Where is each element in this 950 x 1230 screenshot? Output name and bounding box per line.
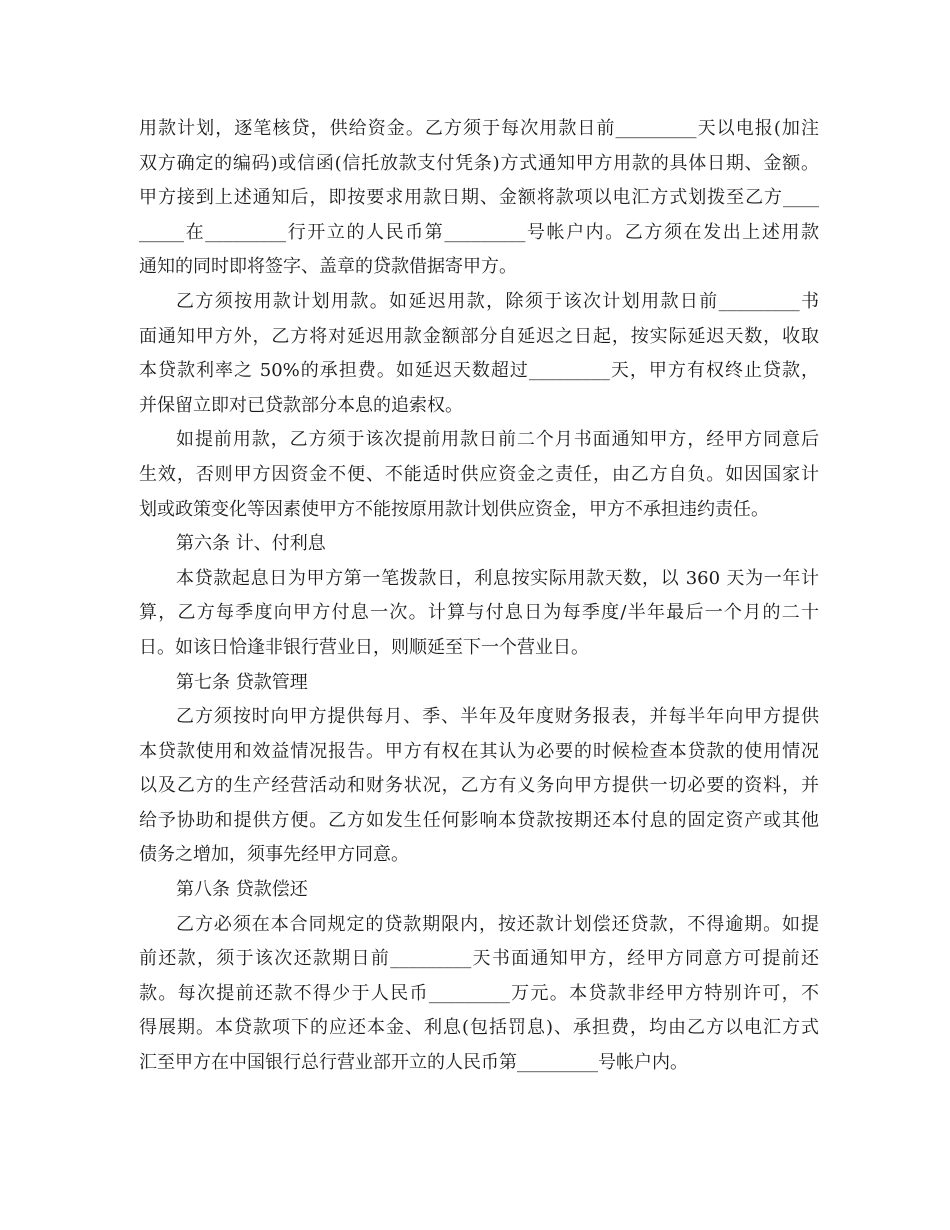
- text-line: 得展期。本贷款项下的应还本金、利息(包括罚息)、承担费，均由乙方以电汇方式: [139, 1017, 819, 1039]
- article-heading: 第八条 贷款偿还: [176, 879, 308, 901]
- text-line: 汇至甲方在中国银行总行营业部开立的人民币第_________号帐户内。: [139, 1052, 688, 1074]
- text-line: 生效，否则甲方因资金不便、不能适时供应资金之责任，由乙方自负。如因国家计: [139, 463, 819, 485]
- paragraph-loan-drawdown-plan: [139, 112, 819, 285]
- text-line: 算，乙方每季度向甲方付息一次。计算与付息日为每季度/半年最后一个月的二十: [139, 602, 819, 624]
- article-heading: 第七条 贷款管理: [176, 671, 308, 693]
- article-8-heading: [139, 873, 819, 908]
- paragraph-delayed-drawdown: [139, 285, 819, 423]
- text-line: 款。每次提前还款不得少于人民币_________万元。本贷款非经甲方特别许可，不: [139, 982, 819, 1004]
- text-line: 乙方必须在本合同规定的贷款期限内，按还款计划偿还贷款，不得逾期。如提: [176, 913, 819, 935]
- paragraph-loan-management: [139, 700, 819, 873]
- text-line: 债务之增加，须事先经甲方同意。: [139, 844, 409, 866]
- text-line: 乙方须按用款计划用款。如延迟用款，除须于该次计划用款日前_________书: [176, 290, 819, 312]
- article-7-heading: [139, 666, 819, 701]
- text-line: 通知的同时即将签字、盖章的贷款借据寄甲方。: [139, 256, 517, 278]
- text-line: 甲方接到上述通知后，即按要求用款日期、金额将款项以电汇方式划拨至乙方____: [139, 187, 819, 209]
- text-line: 以及乙方的生产经营活动和财务状况，乙方有义务向甲方提供一切必要的资料，并: [139, 775, 819, 797]
- article-6-heading: [139, 527, 819, 562]
- text-line: 如提前用款，乙方须于该次提前用款日前二个月书面通知甲方，经甲方同意后: [176, 429, 819, 451]
- text-line: 乙方须按时向甲方提供每月、季、半年及年度财务报表，并每半年向甲方提供: [176, 706, 819, 728]
- text-line: 并保留立即对已贷款部分本息的追索权。: [139, 394, 463, 416]
- text-line: 面通知甲方外，乙方将对延迟用款金额部分自延迟之日起，按实际延迟天数，收取: [139, 325, 819, 347]
- text-line: 前还款，须于该次还款期日前_________天书面通知甲方，经甲方同意方可提前还: [139, 948, 819, 970]
- document-body: [139, 112, 819, 1081]
- text-line: _____在_________行开立的人民币第_________号帐户内。乙方须在发出上述用款: [139, 221, 819, 243]
- text-line: 用款计划，逐笔核贷，供给资金。乙方须于每次用款日前_________天以电报(加注: [139, 118, 819, 139]
- text-line: 本贷款使用和效益情况报告。甲方有权在其认为必要的时候检查本贷款的使用情况: [139, 740, 819, 762]
- text-line: 本贷款起息日为甲方第一笔拨款日，利息按实际用款天数，以 360 天为一年计: [176, 567, 819, 589]
- text-line: 双方确定的编码)或信函(信托放款支付凭条)方式通知甲方用款的具体日期、金额。: [139, 152, 819, 174]
- article-heading: 第六条 计、付利息: [176, 533, 326, 555]
- text-line: 给予协助和提供方便。乙方如发生任何影响本贷款按期还本付息的固定资产或其他: [139, 809, 819, 831]
- paragraph-interest: [139, 562, 819, 666]
- text-line: 划或政策变化等因素使甲方不能按原用款计划供应资金，甲方不承担违约责任。: [139, 498, 769, 520]
- text-line: 本贷款利率之 50%的承担费。如延迟天数超过_________天，甲方有权终止贷款，: [139, 360, 819, 382]
- paragraph-early-drawdown: [139, 423, 819, 527]
- paragraph-repayment: [139, 908, 819, 1081]
- text-line: 日。如该日恰逢非银行营业日，则顺延至下一个营业日。: [139, 636, 589, 658]
